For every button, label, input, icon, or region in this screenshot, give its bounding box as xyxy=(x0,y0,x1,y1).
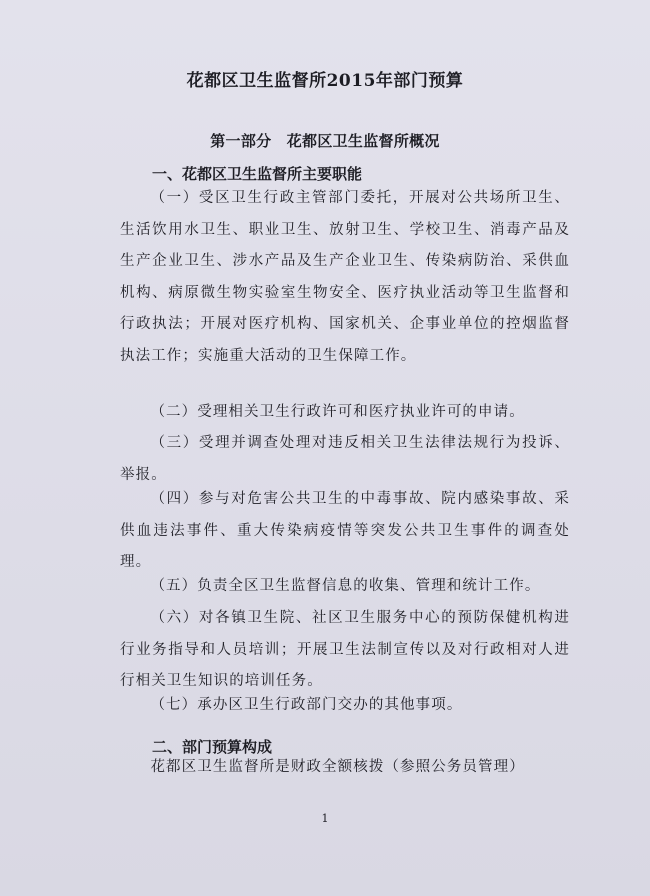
section-heading-duties: 一、花都区卫生监督所主要职能 xyxy=(152,165,363,183)
duty-item-3: （三）受理并调查处理对违反相关卫生法律法规行为投诉、举报。 xyxy=(120,435,570,483)
duty-item-7: （七）承办区卫生行政部门交办的其他事项。 xyxy=(150,697,463,713)
duty-item-1: （一）受区卫生行政主管部门委托，开展对公共场所卫生、生活饮用水卫生、职业卫生、放射卫生、学校卫生、消毒产品及生产企业卫生、涉水产品及生产企业卫生、传染病防治、采供血机构、病原微生物实验室生物安全、医疗执业活动等卫生监督和行政执法；开展对医疗机构、国家机关、企事业单位的控烟监督执法工作；实施重大活动的卫生保障工作。 xyxy=(120,190,570,364)
budget-paragraph: 花都区卫生监督所是财政全额核拨（参照公务员管理） xyxy=(150,759,525,775)
duty-item-5: （五）负责全区卫生监督信息的收集、管理和统计工作。 xyxy=(150,578,541,594)
part-heading: 第一部分 花都区卫生监督所概况 xyxy=(210,132,440,150)
duty-item-2: （二）受理相关卫生行政许可和医疗执业许可的申请。 xyxy=(150,404,525,420)
document-title: 花都区卫生监督所2015年部门预算 xyxy=(186,71,464,91)
duty-item-6: （六）对各镇卫生院、社区卫生服务中心的预防保健机构进行业务指导和人员培训；开展卫生法制宣传以及对行政相对人进行相关卫生知识的培训任务。 xyxy=(120,610,570,689)
duty-item-4: （四）参与对危害公共卫生的中毒事故、院内感染事故、采供血违法事件、重大传染病疫情等突发公共卫生事件的调查处理。 xyxy=(120,491,570,570)
page-number: 1 xyxy=(321,812,329,825)
section-heading-budget: 二、部门预算构成 xyxy=(152,738,273,756)
